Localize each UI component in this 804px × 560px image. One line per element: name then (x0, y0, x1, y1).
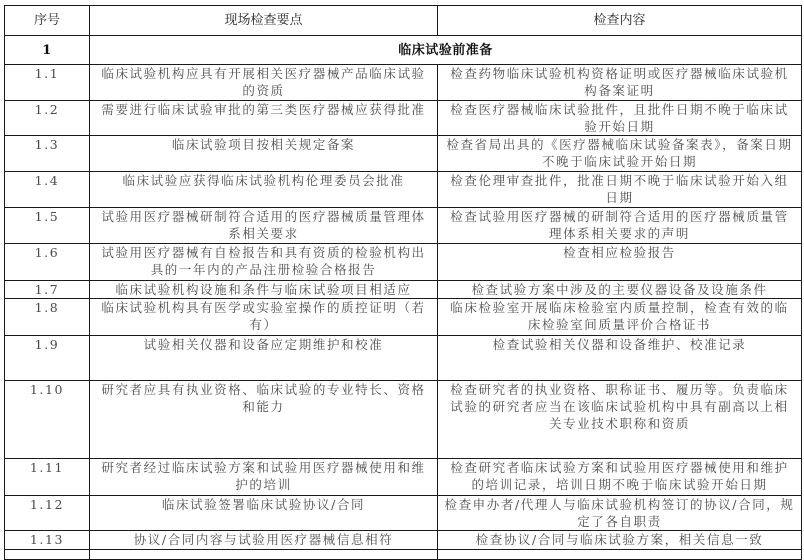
section-row (5, 36, 802, 65)
row-point: 临床试验应获得临床试验机构伦理委员会批准 (90, 172, 438, 208)
row-no: 1.11 (5, 459, 90, 496)
table-row (5, 101, 802, 136)
row-content: 检查医疗器械临床试验批件，且批件日期不晚于临床试验开始日期 (438, 101, 802, 136)
row-point: 试验用医疗器械研制符合适用的医疗器械质量管理体系相关要求 (90, 208, 438, 244)
row-content: 检查协议/合同与临床试验方案，相关信息一致 (438, 531, 802, 550)
header-point: 现场检查要点 (90, 6, 438, 36)
empty-cell (5, 550, 90, 560)
row-content: 检查试验相关仪器和设备维护、校准记录 (438, 336, 802, 381)
row-point: 临床试验项目按相关规定备案 (90, 136, 438, 172)
table-row (5, 381, 802, 459)
table-row (5, 299, 802, 336)
row-point: 协议/合同内容与试验用医疗器械信息相符 (90, 531, 438, 550)
row-content: 检查研究者临床试验方案和试验用医疗器械使用和维护的培训记录，培训日期不晚于临床试验开始日期 (438, 459, 802, 496)
section-no: 1 (5, 36, 90, 65)
empty-cell (90, 550, 438, 560)
empty-cell (438, 550, 802, 560)
table-row (5, 336, 802, 381)
row-point: 研究者应具有执业资格、临床试验的专业特长、资格和能力 (90, 381, 438, 459)
row-no: 1.9 (5, 336, 90, 381)
table-row (5, 531, 802, 550)
table-row (5, 136, 802, 172)
section-title: 临床试验前准备 (90, 36, 802, 65)
table-row (5, 244, 802, 281)
inspection-table (4, 5, 802, 560)
row-no: 1.5 (5, 208, 90, 244)
row-no: 1.13 (5, 531, 90, 550)
row-no: 1.8 (5, 299, 90, 336)
header-no: 序号 (5, 6, 90, 36)
row-point: 临床试验机构应具有开展相关医疗器械产品临床试验的资质 (90, 65, 438, 101)
row-content: 检查研究者的执业资格、职称证书、履历等。负责临床试验的研究者应当在该临床试验机构中具有副高以上相关专业技术职称和资质 (438, 381, 802, 459)
row-point: 试验相关仪器和设备应定期维护和校准 (90, 336, 438, 381)
row-content: 检查相应检验报告 (438, 244, 802, 281)
header-row (5, 6, 802, 36)
row-no: 1.7 (5, 281, 90, 299)
table-row (5, 172, 802, 208)
table-row (5, 208, 802, 244)
table-row (5, 459, 802, 496)
row-no: 1.6 (5, 244, 90, 281)
table-row (5, 65, 802, 101)
row-no: 1.1 (5, 65, 90, 101)
row-point: 试验用医疗器械有自检报告和具有资质的检验机构出具的一年内的产品注册检验合格报告 (90, 244, 438, 281)
row-content: 检查省局出具的《医疗器械临床试验备案表》，备案日期不晚于临床试验开始日期 (438, 136, 802, 172)
row-no: 1.10 (5, 381, 90, 459)
row-point: 需要进行临床试验审批的第三类医疗器械应获得批准 (90, 101, 438, 136)
header-content: 检查内容 (438, 6, 802, 36)
row-point: 临床试验机构具有医学或实验室操作的质控证明（若有） (90, 299, 438, 336)
row-no: 1.2 (5, 101, 90, 136)
row-content: 检查试验用医疗器械的研制符合适用的医疗器械质量管理体系相关要求的声明 (438, 208, 802, 244)
row-content: 检查试验方案中涉及的主要仪器设备及设施条件 (438, 281, 802, 299)
row-no: 1.4 (5, 172, 90, 208)
row-content: 临床检验室开展临床检验室内质量控制，检查有效的临床检验室间质量评价合格证书 (438, 299, 802, 336)
row-no: 1.12 (5, 496, 90, 531)
row-point: 临床试验机构设施和条件与临床试验项目相适应 (90, 281, 438, 299)
row-no: 1.3 (5, 136, 90, 172)
row-content: 检查药物临床试验机构资格证明或医疗器械临床试验机构备案证明 (438, 65, 802, 101)
row-point: 研究者经过临床试验方案和试验用医疗器械使用和维护的培训 (90, 459, 438, 496)
row-content: 检查伦理审查批件，批准日期不晚于临床试验开始入组日期 (438, 172, 802, 208)
row-point: 临床试验签署临床试验协议/合同 (90, 496, 438, 531)
table-row (5, 281, 802, 299)
row-content: 检查申办者/代理人与临床试验机构签订的协议/合同，规定了各自职责 (438, 496, 802, 531)
table-row-cut-off (5, 550, 802, 560)
table-row (5, 496, 802, 531)
